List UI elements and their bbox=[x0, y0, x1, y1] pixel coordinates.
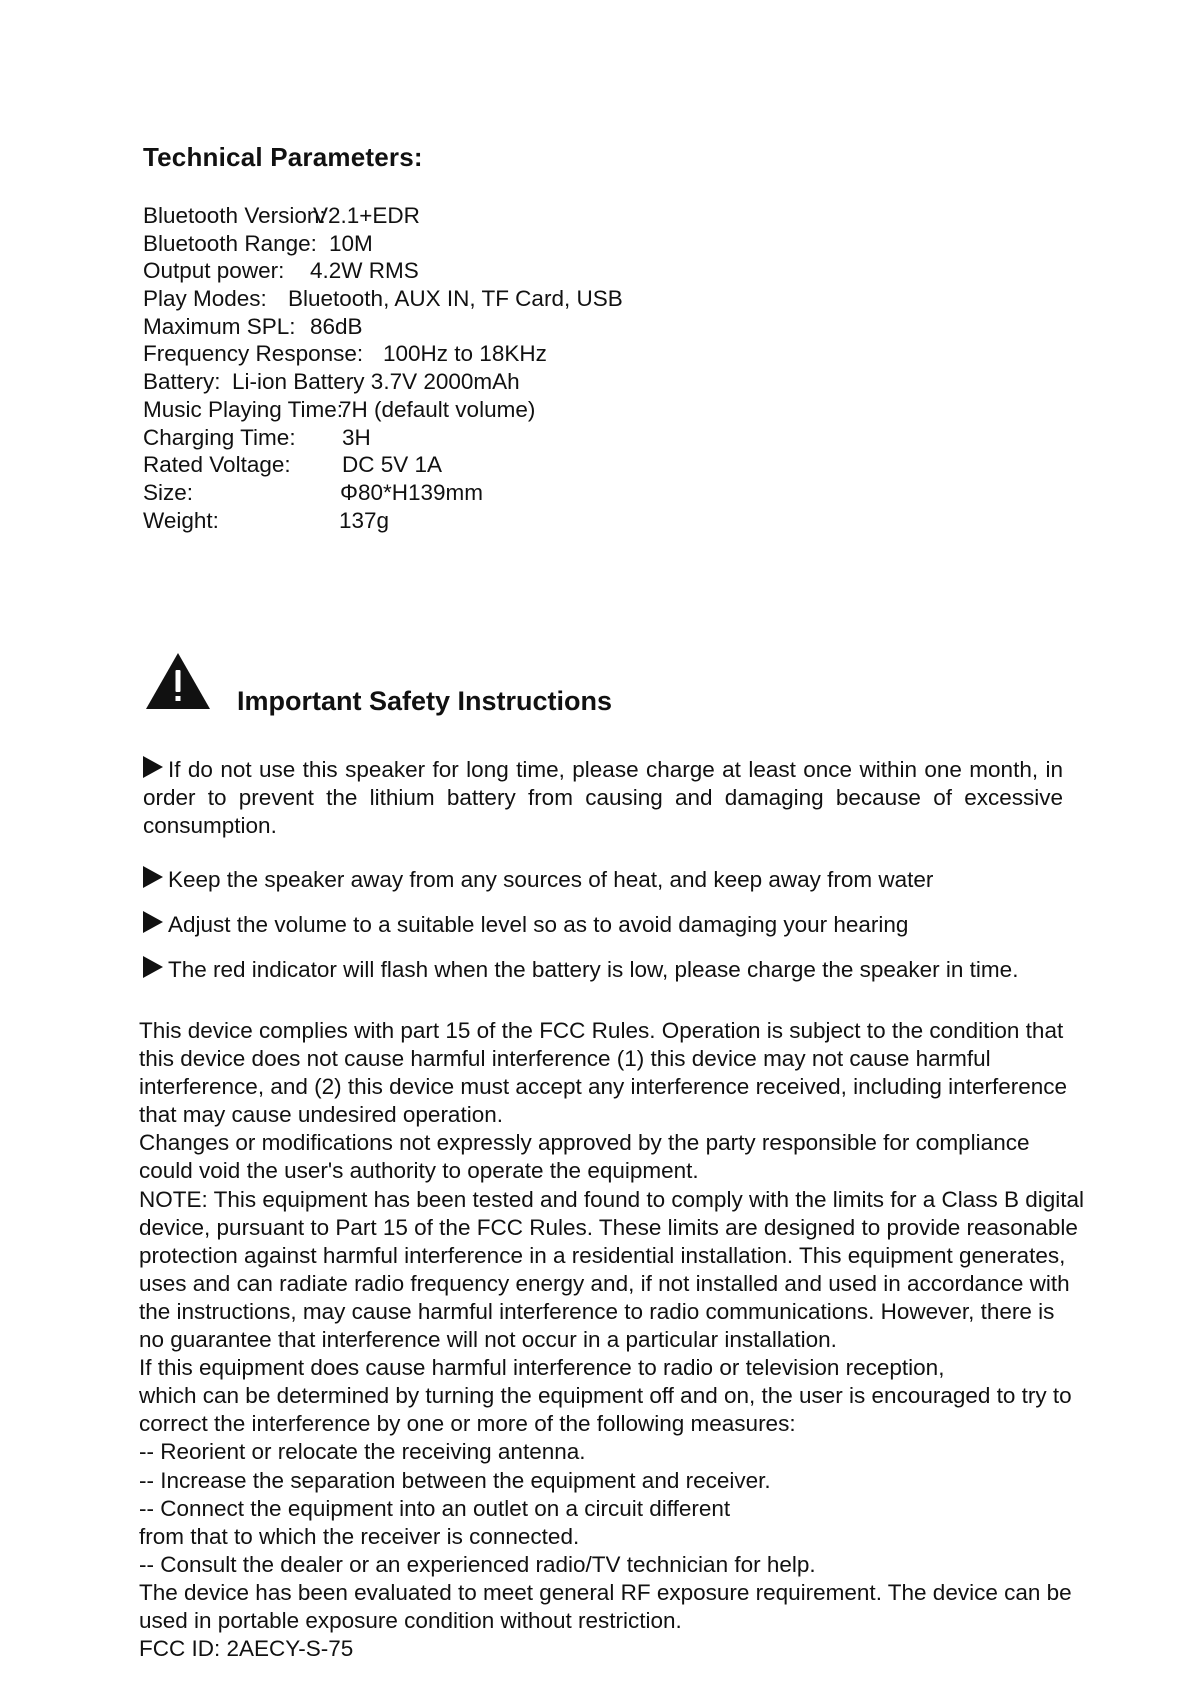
spec-value: 86dB bbox=[310, 313, 363, 339]
fcc-line: -- Increase the separation between the equipment and receiver. bbox=[139, 1467, 771, 1493]
safety-item bbox=[143, 956, 1063, 984]
safety-item-text: Keep the speaker away from any sources of heat, and keep away from water bbox=[168, 867, 934, 892]
fcc-line: the instructions, may cause harmful interference to radio communications. However, there is bbox=[139, 1298, 1055, 1324]
fcc-statement bbox=[139, 1017, 1129, 1663]
spec-label: Size: bbox=[143, 479, 194, 505]
fcc-line: could void the user's authority to operate the equipment. bbox=[139, 1158, 699, 1184]
fcc-line: used in portable exposure condition without restriction. bbox=[139, 1607, 682, 1633]
spec-label: Weight: bbox=[143, 507, 219, 533]
spec-value: 137g bbox=[339, 507, 390, 533]
fcc-line: protection against harmful interference in a residential installation. This equipment generates, bbox=[139, 1242, 1066, 1268]
fcc-line: from that to which the receiver is connected. bbox=[139, 1523, 580, 1549]
fcc-line: The device has been evaluated to meet general RF exposure requirement. The device can be bbox=[139, 1579, 1072, 1605]
triangle-right-icon bbox=[143, 956, 163, 978]
spec-value: 3H bbox=[342, 424, 371, 450]
fcc-line: that may cause undesired operation. bbox=[139, 1102, 503, 1128]
safety-item-text: Adjust the volume to a suitable level so as to avoid damaging your hearing bbox=[168, 912, 909, 937]
safety-item bbox=[143, 866, 1063, 894]
fcc-line: which can be determined by turning the equipment off and on, the user is encouraged to try to bbox=[139, 1383, 1072, 1409]
spec-value: 10M bbox=[329, 230, 373, 256]
fcc-line: If this equipment does cause harmful interference to radio or television reception, bbox=[139, 1355, 945, 1381]
spec-label: Battery: bbox=[143, 369, 221, 395]
fcc-line: this device does not cause harmful interference (1) this device may not cause harmful bbox=[139, 1046, 991, 1072]
spec-label: Bluetooth Range: bbox=[143, 230, 317, 256]
triangle-right-icon bbox=[143, 911, 163, 933]
fcc-line: no guarantee that interference will not occur in a particular installation. bbox=[139, 1327, 837, 1353]
safety-item-text: If do not use this speaker for long time, please charge at least once within one month, in order to prevent the lithium battery from causing and damaging because of excessive consumption. bbox=[143, 757, 1063, 838]
spec-label: Play Modes: bbox=[143, 286, 267, 312]
spec-value: Φ80*H139mm bbox=[340, 479, 484, 505]
spec-label: Frequency Response: bbox=[143, 341, 364, 367]
fcc-id: FCC ID: 2AECY-S-75 bbox=[139, 1636, 354, 1662]
fcc-line: correct the interference by one or more of the following measures: bbox=[139, 1411, 796, 1437]
spec-label: Maximum SPL: bbox=[143, 313, 296, 339]
spec-label: Music Playing Time: bbox=[143, 396, 344, 422]
spec-label: Charging Time: bbox=[143, 424, 296, 450]
safety-item-text: The red indicator will flash when the battery is low, please charge the speaker in time. bbox=[168, 957, 1019, 982]
spec-label: Rated Voltage: bbox=[143, 452, 291, 478]
fcc-line: This device complies with part 15 of the FCC Rules. Operation is subject to the condition that bbox=[139, 1018, 1064, 1043]
spec-value: 4.2W RMS bbox=[310, 258, 419, 284]
safety-item bbox=[143, 756, 1063, 840]
technical-parameters-heading: Technical Parameters: bbox=[143, 142, 423, 172]
fcc-line: NOTE: This equipment has been tested and found to comply with the limits for a Class B digital bbox=[139, 1186, 1085, 1212]
safety-item bbox=[143, 911, 1063, 939]
spec-label: Output power: bbox=[143, 258, 285, 284]
warning-triangle-icon bbox=[145, 652, 211, 710]
spec-label: Bluetooth Version: bbox=[143, 203, 326, 228]
fcc-line: device, pursuant to Part 15 of the FCC Rules. These limits are designed to provide reasonable bbox=[139, 1214, 1078, 1240]
fcc-line: interference, and (2) this device must accept any interference received, including interference bbox=[139, 1074, 1067, 1100]
triangle-right-icon bbox=[143, 866, 163, 888]
fcc-line: Changes or modifications not expressly approved by the party responsible for compliance bbox=[139, 1130, 1030, 1156]
fcc-line: uses and can radiate radio frequency energy and, if not installed and used in accordance with bbox=[139, 1270, 1070, 1296]
fcc-line: -- Reorient or relocate the receiving antenna. bbox=[139, 1439, 586, 1465]
spec-value: Li-ion Battery 3.7V 2000mAh bbox=[232, 369, 520, 395]
safety-instructions-heading: Important Safety Instructions bbox=[237, 686, 613, 716]
spec-value: Bluetooth, AUX IN, TF Card, USB bbox=[288, 286, 623, 312]
spec-value: 7H (default volume) bbox=[339, 396, 536, 422]
spec-value: V2.1+EDR bbox=[313, 203, 420, 228]
spec-value: 100Hz to 18KHz bbox=[383, 341, 547, 367]
triangle-right-icon bbox=[143, 756, 163, 778]
fcc-line: -- Connect the equipment into an outlet on a circuit different bbox=[139, 1495, 731, 1521]
fcc-line: -- Consult the dealer or an experienced radio/TV technician for help. bbox=[139, 1551, 816, 1577]
spec-value: DC 5V 1A bbox=[342, 452, 443, 478]
